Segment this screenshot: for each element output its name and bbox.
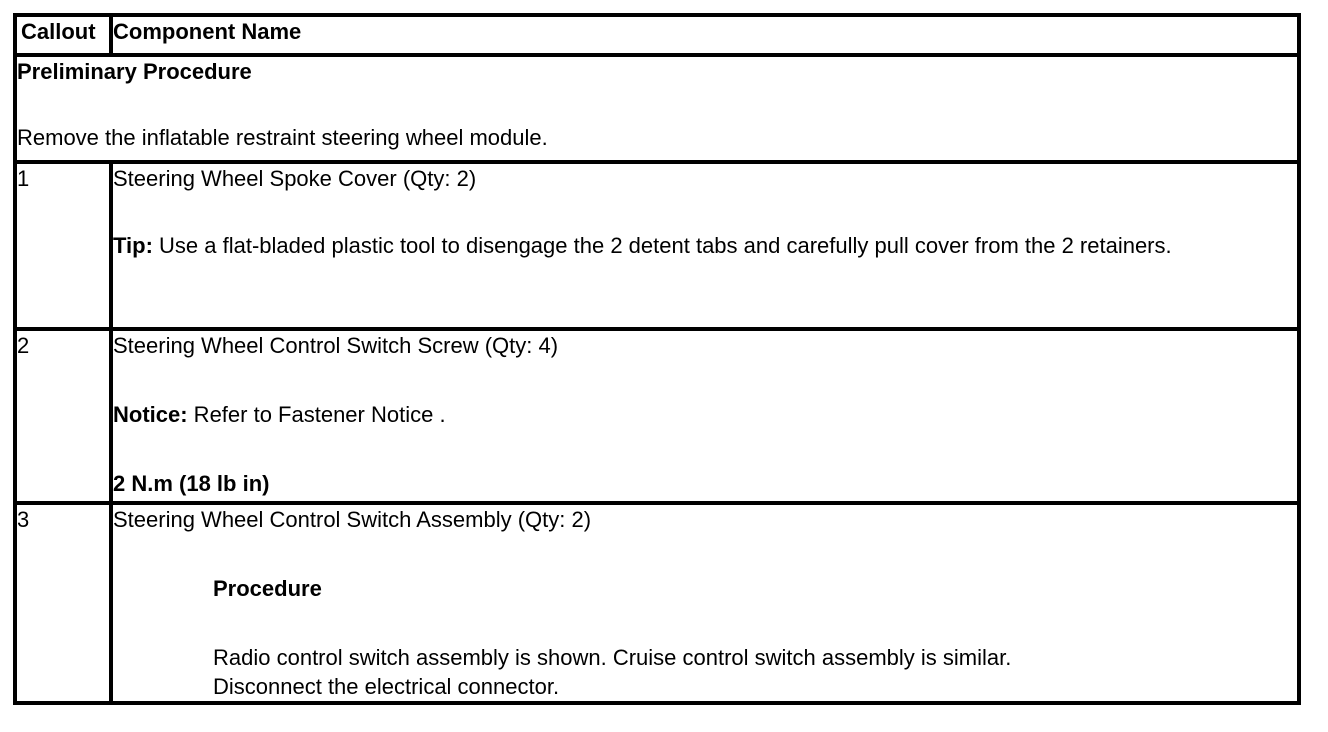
table-row <box>15 503 1299 703</box>
table-row <box>15 162 1299 329</box>
component-name: Steering Wheel Control Switch Assembly (Qty: 2) <box>113 507 592 532</box>
component-name: Steering Wheel Control Switch Screw (Qty: 4) <box>113 333 559 358</box>
procedure-line: Disconnect the electrical connector. <box>213 674 560 699</box>
callout-number: 2 <box>15 329 111 503</box>
procedure-table <box>13 13 1301 705</box>
notice-label: Notice: <box>113 402 188 427</box>
notice-text: Refer to Fastener Notice . <box>187 402 446 427</box>
component-cell <box>111 329 1299 503</box>
tip-text: Use a flat-bladed plastic tool to disengage the 2 detent tabs and carefully pull cover from the 2 retainers. <box>152 233 1172 258</box>
table-row <box>15 329 1299 503</box>
preliminary-cell <box>15 55 1299 162</box>
notice-text-block <box>113 400 1297 429</box>
component-cell <box>111 503 1299 703</box>
callout-number: 1 <box>15 162 111 329</box>
tip-text-block <box>113 231 1297 260</box>
procedure-line: Radio control switch assembly is shown. Cruise control switch assembly is similar. <box>213 645 1012 670</box>
tip-label: Tip: <box>113 233 153 258</box>
callout-column-header: Callout <box>15 15 111 55</box>
callout-number: 3 <box>15 503 111 703</box>
component-name: Steering Wheel Spoke Cover (Qty: 2) <box>113 166 477 191</box>
preliminary-text: Remove the inflatable restraint steering wheel module. <box>17 125 548 150</box>
component-name-column-header: Component Name <box>111 15 1299 55</box>
procedure-title: Procedure <box>213 576 322 601</box>
preliminary-row <box>15 55 1299 162</box>
component-cell <box>111 162 1299 329</box>
torque-spec: 2 N.m (18 lb in) <box>113 471 270 496</box>
table-header-row <box>15 15 1299 55</box>
preliminary-title: Preliminary Procedure <box>17 59 252 84</box>
